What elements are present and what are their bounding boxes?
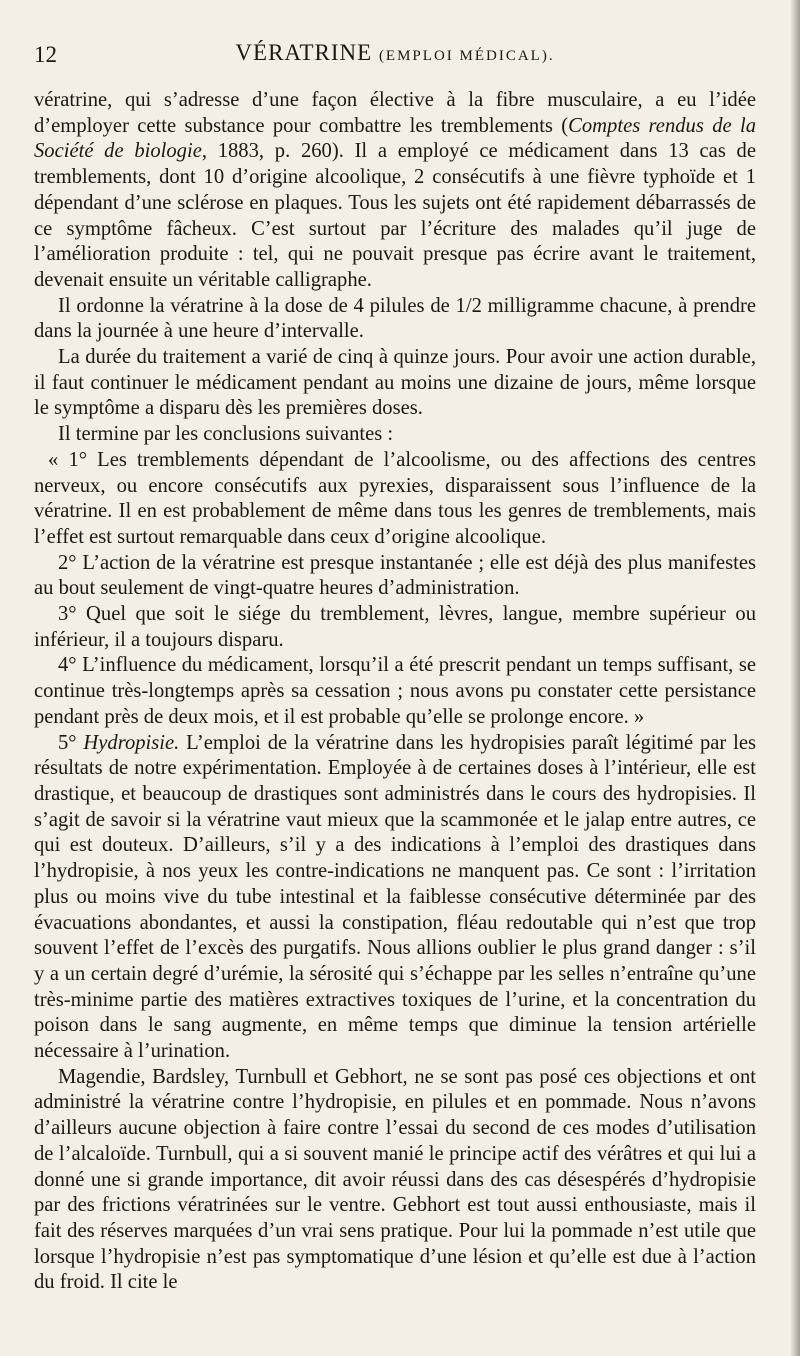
running-head-title: VÉRATRINE [235,40,373,65]
page-header [34,38,756,88]
conclusion-3: 3° Quel que soit le siége du tremblement, lèvres, langue, membre supérieur ou inférieur, il a toujours disparu. [34,603,756,651]
conclusion-4: 4° L’influence du médicament, lorsqu’il a été prescrit pendant un temps suffisant, se continue très-longtemps après sa cessation ; nous avons pu constater cette persistance pendant près de deux mois, et il est probable qu’elle se prolonge encore. » [34,654,756,728]
paragraph-1-text: vératrine, qui s’adresse d’une façon élective à la fibre musculaire, a eu l’idée d’employer cette substance pour combattre les tremblements ( [34,89,756,137]
paragraph-4: Il termine par les conclusions suivantes : [58,423,394,446]
section-number: 5° [58,731,84,754]
paragraph-1-text-cont: , 1883, p. 260). Il a employé ce médicament dans 13 cas de tremblements, dont 10 d’origine alcoolique, 2 consécutifs à une fièvre typhoïde et 1 dépendant d’une sclérose en plaques. Tous les sujets ont été rapidement débarrassés de ce symptôme fâcheux. C’est surtout par l’écriture des malades qu’il juge de l’amélioration produite : tel, qui ne pouvait presque pas écrire avant le traitement, devenait ensuite un véritable calligraphe. [34,140,756,291]
page-number: 12 [34,42,57,67]
conclusion-1: « 1° Les tremblements dépendant de l’alcoolisme, ou des affections des centres nerveux, ou encore consécutifs aux pyrexies, disparaissent sous l’influence de la vératrine. Il en est probablement de même dans tous les genres de tremblements, mais l’effet est surtout remarquable dans ceux d’origine alcoolique. [34,448,756,548]
running-head [34,40,756,66]
section-hydropisie-text: L’emploi de la vératrine dans les hydropisies paraît légitimé par les résultats de notre expérimentation. Employée à de certaines doses à l’intérieur, elle est drastique, et beaucoup de drastiques sont administrés dans le cours des hydropisies. Il s’agit de savoir si la vératrine vaut mieux que la scammonée et le jalap entre autres, ce qui est douteux. D’ailleurs, s’il y a des indications à l’emploi des drastiques dans l’hydropisie, à nos yeux les contre-indications ne manquent pas. Ce sont : l’irritation plus ou moins vive du tube intestinal et la faiblesse consécutive déterminée par des évacuations abondantes, et aussi la constipation, fléau redoutable qui n’est que trop souvent l’effet de l’excès des purgatifs. Nous allions oublier le plus grand danger : s’il y a un certain degré d’urémie, la sérosité qui s’échappe par les selles n’entraîne qu’une très-minime partie des matières extractives toxiques de l’urine, et la concentration du poison dans le sang augmente, en même temps que diminue la tension artérielle nécessaire à l’urination. [34,731,756,1063]
paragraph-last: Magendie, Bardsley, Turnbull et Gebhort, ne se sont pas posé ces objections et ont administré la vératrine contre l’hydropisie, en pilules et en pommade. Nous n’avons d’ailleurs aucune objection à faire contre l’essai du second de ces modes d’utilisation de l’alcaloïde. Turnbull, qui a si souvent manié le principe actif des vérâtres et qui lui a donné une si grande importance, dit avoir réussi dans des cas désespérés d’hydropisie par des frictions vératrinées sur le ventre. Gebhort est tout aussi enthousiaste, mais il fait des réserves marquées d’un vrai sens pratique. Pour lui la pommade n’est utile que lorsque l’hydropisie n’est pas symptomatique d’une lésion et qu’elle est due à l’action du froid. Il cite le [34,1065,756,1294]
paragraph-2: Il ordonne la vératrine à la dose de 4 pilules de 1/2 milligramme chacune, à prendre dans la journée à une heure d’intervalle. [34,294,756,343]
citation-italic: Comptes rendus de la Société de biologie [34,114,756,163]
page-edge-shadow [790,0,800,1356]
section-hydropisie [34,731,756,1065]
page-body [34,88,756,1296]
paragraph-3: La durée du traitement a varié de cinq à quinze jours. Pour avoir une action durable, il faut continuer le médicament pendant au moins une dizaine de jours, même lorsque le symptôme a disparu dès les premières doses. [34,346,756,420]
running-head-subtitle: (EMPLOI MÉDICAL). [378,48,555,64]
section-heading-italic: Hydropisie. [83,731,180,754]
conclusion-2: 2° L’action de la vératrine est presque instantanée ; elle est déjà des plus manifestes au bout seulement de vingt-quatre heures d’administration. [34,551,756,600]
paragraph-1 [34,88,756,294]
